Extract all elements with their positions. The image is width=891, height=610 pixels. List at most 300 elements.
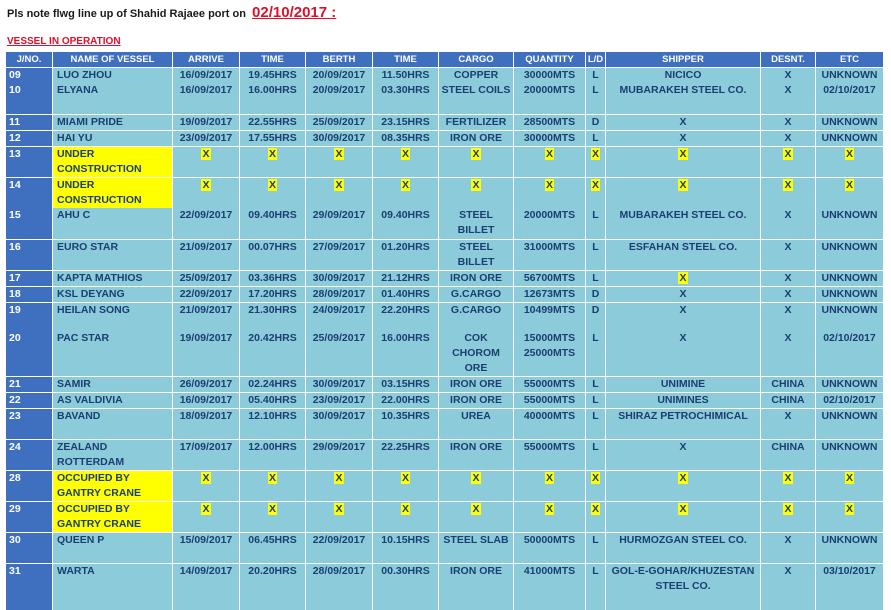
cell-qty — [514, 146, 586, 177]
cell-time2 — [373, 114, 439, 130]
cell-text: SHIRAZ PETROCHIMICAL — [618, 410, 748, 422]
cell-etc — [816, 146, 884, 177]
cell-shipper — [606, 83, 761, 114]
cell-berth — [306, 502, 373, 533]
cell-name — [53, 83, 173, 114]
cell-text: 06.45HRS — [248, 534, 297, 546]
cell-no — [6, 331, 53, 377]
table-row — [6, 114, 884, 130]
cell-text: UNKNOWN — [821, 271, 878, 284]
cell-time2 — [373, 502, 439, 533]
cell-text: 03/10/2017 — [823, 565, 876, 577]
cell-text: IRON ORE — [450, 394, 502, 406]
cell-text: 01.40HRS — [381, 287, 430, 300]
cell-qty — [514, 471, 586, 502]
cell-time1 — [240, 208, 306, 239]
cell-text: L — [592, 410, 599, 422]
cell-text: X — [784, 147, 792, 160]
column-header: L/D — [586, 52, 606, 68]
cell-text: AS VALDIVIA — [57, 394, 123, 406]
table-row — [6, 146, 884, 177]
cell-berth — [306, 239, 373, 270]
cell-text: 31 — [9, 565, 21, 577]
cell-ld — [586, 533, 606, 564]
column-header: ETC — [816, 52, 884, 68]
cell-time2 — [373, 564, 439, 610]
cell-text: X — [202, 503, 210, 515]
cell-text: 41000MTS — [523, 565, 576, 577]
cell-cargo — [439, 239, 514, 270]
cell-text: X — [401, 147, 409, 160]
cell-text: IRON ORE — [450, 131, 502, 144]
cell-text: 09.40HRS — [381, 209, 430, 221]
cell-time2 — [373, 270, 439, 286]
cell-text: X — [784, 503, 792, 515]
cell-text: 10.15HRS — [381, 534, 430, 546]
cell-ld — [586, 177, 606, 208]
cell-qty — [514, 239, 586, 270]
cell-text: X — [679, 115, 687, 128]
table-row — [6, 564, 884, 610]
cell-text: L — [592, 69, 599, 81]
cell-text: 13 — [9, 147, 21, 160]
cell-text: X — [591, 178, 599, 191]
cell-text: 14 — [9, 178, 21, 191]
cell-no — [6, 393, 53, 409]
cell-text: L — [592, 378, 599, 390]
cell-text: 11.50HRS — [381, 69, 430, 81]
cell-text: X — [202, 472, 210, 484]
cell-cargo — [439, 270, 514, 286]
column-header: SHIPPER — [606, 52, 761, 68]
cell-text: X — [401, 503, 409, 515]
cell-text: L — [592, 131, 599, 144]
cell-text: 30000MTS — [523, 69, 576, 81]
cell-text: 03.36HRS — [248, 271, 297, 284]
cell-text: QUEEN P — [57, 534, 105, 546]
table-header-row — [6, 52, 884, 68]
cell-text: 23 — [9, 410, 21, 422]
cell-text: 17.20HRS — [248, 287, 297, 300]
table-row — [6, 471, 884, 502]
cell-text: 19.45HRS — [248, 69, 297, 81]
cell-text: X — [679, 271, 687, 284]
cell-text: 28/09/2017 — [312, 565, 366, 577]
cell-time1 — [240, 302, 306, 331]
cell-text: X — [784, 534, 792, 546]
cell-name — [53, 502, 173, 533]
cell-dest — [761, 239, 816, 270]
cell-berth — [306, 302, 373, 331]
cell-berth — [306, 130, 373, 146]
cell-text: X — [845, 503, 853, 515]
cell-name — [53, 208, 173, 239]
section-title: VESSEL IN OPERATION — [7, 36, 121, 47]
cell-text: 30/09/2017 — [312, 131, 366, 144]
cell-qty — [514, 208, 586, 239]
cell-time2 — [373, 146, 439, 177]
cell-no — [6, 68, 53, 84]
cell-text: 15 — [9, 209, 21, 221]
cell-text: 16.00HRS — [248, 84, 297, 96]
cell-dest — [761, 502, 816, 533]
cell-qty — [514, 270, 586, 286]
cell-qty — [514, 331, 586, 377]
cell-text: L — [592, 271, 599, 284]
cell-text: IRON ORE — [450, 441, 502, 453]
cell-dest — [761, 208, 816, 239]
cell-text: X — [784, 472, 792, 484]
cell-text: OCCUPIED BY GANTRY CRANE — [57, 472, 142, 499]
cell-arrive — [173, 564, 240, 610]
cell-berth — [306, 440, 373, 471]
cell-cargo — [439, 286, 514, 302]
cell-text: BAVAND — [57, 410, 101, 422]
cell-cargo — [439, 393, 514, 409]
cell-dest — [761, 270, 816, 286]
cell-arrive — [173, 440, 240, 471]
cell-ld — [586, 114, 606, 130]
cell-text: MUBARAKEH STEEL CO. — [619, 209, 747, 221]
cell-berth — [306, 208, 373, 239]
cell-name — [53, 270, 173, 286]
cell-ld — [586, 239, 606, 270]
cell-text: L — [592, 240, 599, 253]
cell-text: X — [202, 178, 210, 191]
cell-text: 09.40HRS — [248, 209, 297, 221]
cell-berth — [306, 471, 373, 502]
cell-text: X — [784, 410, 792, 422]
cell-text: 16/09/2017 — [179, 69, 233, 81]
cell-cargo — [439, 68, 514, 84]
cell-etc — [816, 471, 884, 502]
cell-text: UNKNOWN — [821, 240, 878, 253]
cell-text: 30/09/2017 — [312, 410, 366, 422]
table-row — [6, 533, 884, 564]
cell-berth — [306, 331, 373, 377]
cell-etc — [816, 440, 884, 471]
cell-time2 — [373, 409, 439, 440]
cell-text: X — [679, 131, 687, 144]
cell-text: X — [784, 303, 792, 316]
column-header: TIME — [240, 52, 306, 68]
cell-text: L — [592, 209, 599, 221]
cell-text: X — [591, 503, 599, 515]
cell-text: 22/09/2017 — [179, 287, 233, 300]
cell-text: X — [784, 240, 792, 253]
cell-text: 40000MTS — [523, 410, 576, 422]
cell-text: GOL-E-GOHAR/KHUZESTAN STEEL CO. — [611, 565, 755, 592]
cell-no — [6, 270, 53, 286]
cell-shipper — [606, 286, 761, 302]
cell-text: X — [845, 472, 853, 484]
cell-text: 20 — [9, 332, 21, 344]
cell-text: 20000MTS — [523, 209, 576, 221]
cell-text: HURMOZGAN STEEL CO. — [619, 534, 747, 546]
table-row — [6, 440, 884, 471]
cell-text: X — [472, 147, 480, 160]
cell-ld — [586, 393, 606, 409]
table-row — [6, 177, 884, 208]
cell-text: 23/09/2017 — [179, 131, 233, 144]
cell-text: CHINA — [771, 441, 805, 453]
cell-text: 16/09/2017 — [179, 394, 233, 406]
cell-text: X — [335, 472, 343, 484]
cell-shipper — [606, 68, 761, 84]
cell-text: 16.00HRS — [381, 332, 430, 344]
table-row — [6, 130, 884, 146]
cell-text: X — [679, 332, 687, 344]
cell-name — [53, 146, 173, 177]
cell-shipper — [606, 409, 761, 440]
cell-cargo — [439, 146, 514, 177]
cell-dest — [761, 393, 816, 409]
cell-qty — [514, 393, 586, 409]
cell-etc — [816, 130, 884, 146]
cell-text: 10 — [9, 84, 21, 96]
cell-text: 20.20HRS — [248, 565, 297, 577]
cell-text: X — [545, 503, 553, 515]
cell-text: ESFAHAN STEEL CO. — [628, 240, 738, 253]
table-row — [6, 83, 884, 114]
cell-text: 28500MTS — [523, 115, 576, 128]
cell-etc — [816, 68, 884, 84]
cell-no — [6, 83, 53, 114]
table-row — [6, 239, 884, 270]
cell-cargo — [439, 331, 514, 377]
cell-text: COPPER — [453, 69, 499, 81]
cell-text: 21/09/2017 — [179, 240, 233, 253]
cell-text: ELYANA — [57, 84, 99, 96]
cell-name — [53, 177, 173, 208]
cell-text: FERTILIZER — [445, 115, 507, 128]
cell-dest — [761, 286, 816, 302]
cell-name — [53, 409, 173, 440]
cell-text: IRON ORE — [450, 565, 502, 577]
cell-text: L — [592, 441, 599, 453]
cell-text: 21.12HRS — [381, 271, 430, 284]
cell-name — [53, 471, 173, 502]
cell-text: X — [472, 472, 480, 484]
cell-text: 27/09/2017 — [312, 240, 366, 253]
column-header: ARRIVE — [173, 52, 240, 68]
cell-text: X — [784, 565, 792, 577]
cell-berth — [306, 533, 373, 564]
cell-etc — [816, 83, 884, 114]
cell-text: 28/09/2017 — [312, 287, 366, 300]
cell-text: IRON ORE — [450, 271, 502, 284]
cell-text: UNKNOWN — [821, 115, 878, 128]
cell-shipper — [606, 564, 761, 610]
cell-text: L — [592, 394, 599, 406]
cell-arrive — [173, 377, 240, 393]
cell-qty — [514, 377, 586, 393]
cell-time2 — [373, 533, 439, 564]
cell-etc — [816, 533, 884, 564]
cell-text: D — [591, 287, 600, 300]
cell-qty — [514, 533, 586, 564]
cell-text: UNKNOWN — [821, 303, 878, 316]
cell-text: X — [679, 147, 687, 160]
cell-text: 22/09/2017 — [179, 209, 233, 221]
cell-cargo — [439, 208, 514, 239]
cell-dest — [761, 302, 816, 331]
cell-time1 — [240, 471, 306, 502]
cell-text: 10499MTS — [523, 303, 576, 316]
cell-name — [53, 286, 173, 302]
cell-arrive — [173, 68, 240, 84]
cell-text: 29 — [9, 503, 21, 515]
cell-time1 — [240, 533, 306, 564]
cell-text: 56700MTS — [523, 271, 576, 284]
cell-cargo — [439, 533, 514, 564]
cell-arrive — [173, 239, 240, 270]
cell-time2 — [373, 471, 439, 502]
cell-text: 17/09/2017 — [179, 441, 233, 453]
cell-text: X — [784, 287, 792, 300]
cell-text: 15000MTS 25000MTS — [523, 332, 576, 359]
cell-text: 17.55HRS — [248, 131, 297, 144]
cell-name — [53, 68, 173, 84]
cell-text: L — [592, 565, 599, 577]
cell-text: 55000MTS — [523, 441, 576, 453]
cell-text: CHINA — [771, 394, 805, 406]
cell-text: 17 — [9, 271, 21, 284]
cell-text: 29/09/2017 — [312, 209, 366, 221]
cell-etc — [816, 302, 884, 331]
cell-name — [53, 440, 173, 471]
cell-text: 30000MTS — [523, 131, 576, 144]
cell-text: X — [784, 131, 792, 144]
cell-text: 18 — [9, 287, 21, 300]
cell-dest — [761, 83, 816, 114]
cell-etc — [816, 564, 884, 610]
cell-name — [53, 393, 173, 409]
cell-arrive — [173, 302, 240, 331]
cell-text: HAI YU — [57, 131, 93, 144]
cell-arrive — [173, 471, 240, 502]
cell-qty — [514, 130, 586, 146]
cell-text: 19/09/2017 — [179, 332, 233, 344]
cell-text: X — [268, 503, 276, 515]
header-text: Pls note flwg line up of Shahid Rajaee port on — [7, 8, 246, 20]
cell-text: 22/09/2017 — [312, 534, 366, 546]
cell-name — [53, 331, 173, 377]
cell-text: 25/09/2017 — [312, 115, 366, 128]
cell-time2 — [373, 83, 439, 114]
cell-text: 20.42HRS — [248, 332, 297, 344]
cell-etc — [816, 409, 884, 440]
table-row — [6, 409, 884, 440]
cell-text: X — [679, 503, 687, 515]
cell-text: 23/09/2017 — [312, 394, 366, 406]
cell-text: L — [592, 332, 599, 344]
cell-text: EURO STAR — [57, 240, 119, 253]
cell-text: X — [545, 147, 553, 160]
cell-ld — [586, 564, 606, 610]
cell-text: X — [784, 209, 792, 221]
cell-qty — [514, 440, 586, 471]
cell-text: 08.35HRS — [381, 131, 430, 144]
cell-etc — [816, 270, 884, 286]
cell-text: 22.25HRS — [381, 441, 430, 453]
cell-text: UNKNOWN — [821, 441, 878, 453]
cell-berth — [306, 377, 373, 393]
column-header: TIME — [373, 52, 439, 68]
cell-cargo — [439, 564, 514, 610]
cell-text: X — [545, 472, 553, 484]
cell-text: X — [472, 178, 480, 191]
cell-text: UNDER CONSTRUCTION — [57, 178, 142, 206]
cell-qty — [514, 409, 586, 440]
cell-berth — [306, 146, 373, 177]
cell-time1 — [240, 68, 306, 84]
cell-text: X — [679, 441, 687, 453]
cell-text: UNKNOWN — [821, 209, 878, 221]
page-header — [7, 4, 336, 21]
cell-text: X — [202, 147, 210, 160]
cell-text: G.CARGO — [450, 287, 502, 300]
cell-text: 01.20HRS — [381, 240, 430, 253]
cell-ld — [586, 302, 606, 331]
column-header: CARGO — [439, 52, 514, 68]
cell-cargo — [439, 377, 514, 393]
cell-cargo — [439, 130, 514, 146]
cell-arrive — [173, 130, 240, 146]
cell-no — [6, 208, 53, 239]
cell-text: UNKNOWN — [821, 378, 878, 390]
cell-arrive — [173, 146, 240, 177]
cell-qty — [514, 177, 586, 208]
cell-shipper — [606, 502, 761, 533]
cell-text: STEEL BILLET — [457, 209, 495, 236]
cell-text: IRON ORE — [450, 378, 502, 390]
cell-text: D — [591, 115, 600, 128]
cell-text: OCCUPIED BY GANTRY CRANE — [57, 503, 142, 530]
cell-shipper — [606, 270, 761, 286]
cell-time1 — [240, 564, 306, 610]
cell-text: 14/09/2017 — [179, 565, 233, 577]
cell-shipper — [606, 177, 761, 208]
cell-text: 22 — [9, 394, 21, 406]
cell-no — [6, 440, 53, 471]
cell-no — [6, 302, 53, 331]
cell-text: X — [679, 178, 687, 191]
cell-ld — [586, 471, 606, 502]
cell-qty — [514, 286, 586, 302]
cell-etc — [816, 239, 884, 270]
cell-no — [6, 286, 53, 302]
column-header: DESNT. — [761, 52, 816, 68]
cell-etc — [816, 377, 884, 393]
cell-text: 12.10HRS — [248, 410, 297, 422]
cell-dest — [761, 471, 816, 502]
header-date: 02/10/2017 : — [252, 4, 337, 21]
cell-etc — [816, 502, 884, 533]
cell-text: MIAMI PRIDE — [57, 115, 123, 128]
cell-berth — [306, 409, 373, 440]
cell-dest — [761, 114, 816, 130]
cell-cargo — [439, 177, 514, 208]
cell-shipper — [606, 471, 761, 502]
cell-shipper — [606, 331, 761, 377]
cell-text: 09 — [9, 69, 21, 81]
cell-text: X — [401, 472, 409, 484]
cell-text: 22.55HRS — [248, 115, 297, 128]
cell-time1 — [240, 146, 306, 177]
cell-dest — [761, 130, 816, 146]
cell-text: STEEL SLAB — [443, 534, 509, 546]
